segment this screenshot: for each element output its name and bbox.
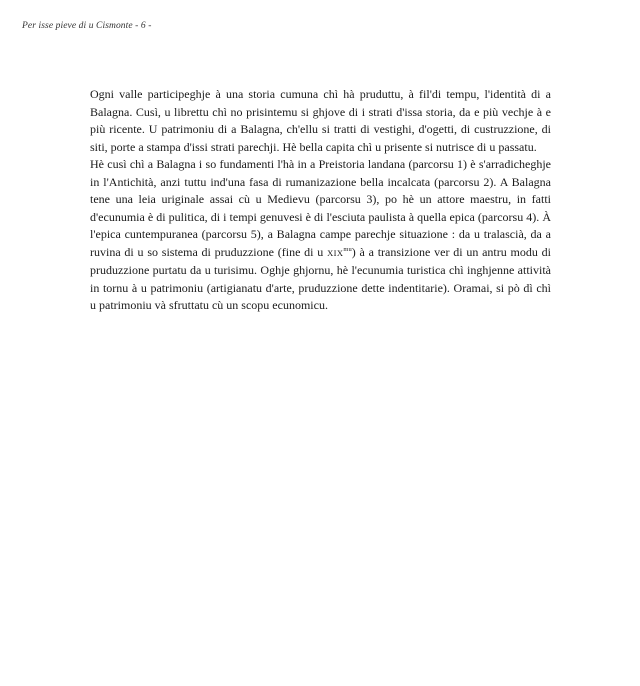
paragraph-itineraries-part-2: ) à a transizione ver di un antru modu di pruduzzione purtatu da u turisimu. Oghje ghjornu, hè l'ecunumia turistica chì inghjenne attività in tornu à u patrimoniu (artigianatu d'arte, pruduzzione dette indentitarie). Oramai, si pò dì chì u patrimoniu và sfruttatu cù un scopu ecunomicu. [90, 244, 551, 312]
body-text [90, 86, 551, 315]
running-header: Per isse pieve di u Cismonte - 6 - [22, 21, 152, 31]
paragraph-itineraries-part-1: Hè cusì chì a Balagna i so fundamenti l'hà in a Preistoria landana (parcorsu 1) è s'arradicheghje in l'Antichità, anzi tuttu ind'una fasa di rumanizazione bella incalcata (parcorsu 2). A Balagna tene una leia uriginale assai cù u Medievu (parcorsu 3), po hè un attore maestru, in fatti d'ecunumia è di pulitica, di i tempi genuvesi è di l'esciuta paulista à quella epica (parcorsu 4). À l'epica cuntempuranea (parcorsu 5), a Balagna campe parechje situazione : da u tralascià, da a ruvina di u so sistema di pruduzzione (fine di u [90, 157, 551, 259]
paragraph-intro: Ogni valle participeghje à una storia cumuna chì hà pruduttu, à fil'di tempu, l'identità di a Balagna. Cusì, u librettu chì no prisintemu si ghjove di i strati d'issa storia, da e più vechje à e più ricente. U patrimoniu di a Balagna, ch'ellu si tratti di vestighi, d'ogetti, di custruzzione, di siti, porte a stampa d'issi strati parechji. Hè bella capita chì u prisente si nutrisce di u passatu. [90, 87, 551, 154]
century-numeral: XIX [327, 247, 344, 258]
century-suffix: mu [343, 245, 352, 253]
paragraph-itineraries [90, 156, 551, 315]
